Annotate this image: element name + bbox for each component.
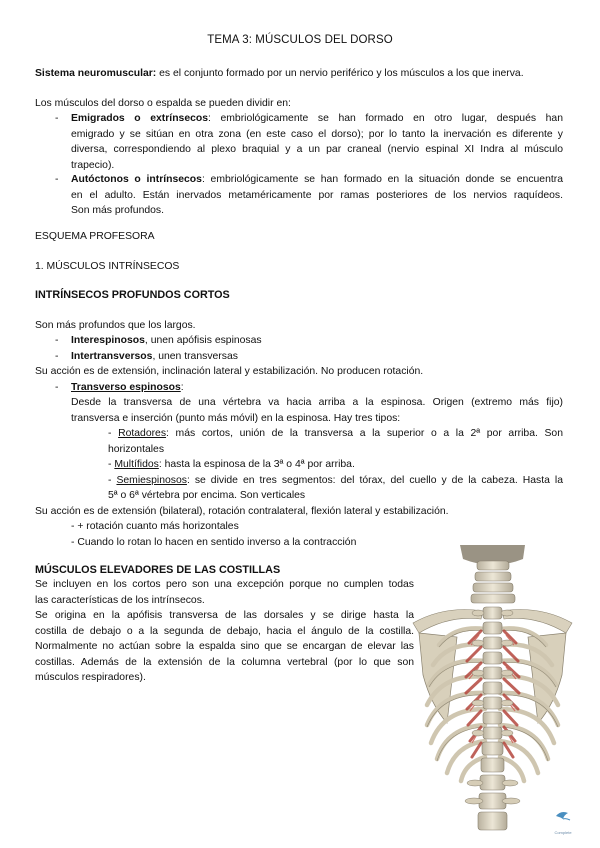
section-heading: 1. MÚSCULOS INTRÍNSECOS [35, 261, 180, 272]
group-line: en el adulto. Están inervados metaméricamente por ramas posteriores de los nervios raquídeos. [71, 189, 563, 201]
paragraph: Su acción es de extensión, inclinación lateral y estabilización. No producen rotación. [35, 366, 424, 377]
list-item-title: Transverso espinosos: [71, 381, 184, 393]
definition-term: Sistema neuromuscular: [35, 68, 157, 79]
list-item: Intertransversos, unen transversas [71, 350, 238, 362]
intro-text: Los músculos del dorso o espalda se pueden dividir en: [35, 98, 291, 109]
note-line: - + rotación cuanto más horizontales [71, 521, 239, 532]
tipo-line: - Multífidos: hasta la espinosa de la 3ª o 4ª por arriba. [108, 459, 355, 470]
paragraph-line: Normalmente no actúan sobre la espalda sino que se encargan de elevar las [35, 641, 414, 652]
paragraph-line: costilla de debajo o a la segunda de debajo, hacia el ángulo de la costilla. [35, 625, 414, 637]
group-line: Autóctonos o intrínsecos: embriológicamente se han formado en la situación donde se encuentra [71, 174, 563, 185]
bird-icon [552, 806, 574, 828]
group-line: diversa, correspondiendo al plexo braquial y a un par craneal (nervio espinal XI Indra al músculo [71, 144, 563, 155]
bullet-dash: - [55, 350, 59, 362]
paragraph: Su acción es de extensión (bilateral), rotación contralateral, flexión lateral y estabilización. [35, 505, 449, 517]
bullet-dash: - [55, 381, 59, 393]
page-title: TEMA 3: MÚSCULOS DEL DORSO [207, 34, 393, 46]
paragraph-line: las características de los intrínsecos. [35, 594, 205, 606]
definition [35, 66, 565, 82]
list-item: Interespinosos, unen apófisis espinosas [71, 335, 262, 346]
group-term: Emigrados o extrínsecos [71, 113, 208, 124]
group-line: emigrado y se sitúan en otra zona (en este caso el dorso); por lo tanto la inervación es diferente y [71, 128, 563, 140]
paragraph: Son más profundos que los largos. [35, 320, 196, 331]
paragraph-line: costillas. Además de la extensión de la columna vertebral (por lo que son [35, 656, 414, 668]
paragraph-line: Se origina en la apófisis transversa de las dorsales y se dirige hasta la [35, 610, 414, 621]
watermark-logo [552, 806, 574, 835]
tipo-line: horizontales [108, 443, 165, 455]
subsection-heading: INTRÍNSECOS PROFUNDOS CORTOS [35, 289, 230, 301]
definition-text: es el conjunto formado por un nervio periférico y los músculos a los que inerva. [156, 68, 524, 79]
paragraph-line: Se incluyen en los cortos pero son una excepción porque no cumplen todas [35, 579, 414, 590]
spine-ribcage-illustration [405, 545, 580, 835]
subsection-heading: MÚSCULOS ELEVADORES DE LAS COSTILLAS [35, 564, 281, 576]
logo-text: Complete [554, 829, 572, 835]
list-item-text: Desde la transversa de una vértebra va hacia arriba a la espinosa. Origen (extremo más fijo) [71, 397, 563, 408]
bullet-dash: - [55, 174, 59, 185]
esquema-label: ESQUEMA PROFESORA [35, 231, 155, 242]
group-line: Son más profundos. [71, 205, 164, 216]
list-item-text: transversa e inserción (punto más móvil) en la espinosa. Hay tres tipos: [71, 412, 401, 424]
tipo-line: - Rotadores: más cortos, unión de la transversa a la superior o a la 2ª por arriba. Son [108, 428, 563, 439]
group-line: Emigrados o extrínsecos: embriológicamente se han formado en otro lugar, después han [71, 113, 563, 124]
bullet-dash: - [55, 335, 59, 346]
tipo-line: 5ª o 6ª vértebra por encima. Son verticales [108, 490, 306, 501]
cervical-vertebrae [471, 561, 515, 603]
note-line: - Cuando lo rotan lo hacen en sentido inverso a la contracción [71, 536, 357, 548]
tipo-line: - Semiespinosos: se divide en tres segmentos: del tórax, del cuello y de la cabeza. Hasta la [108, 474, 563, 486]
bullet-dash: - [55, 113, 59, 124]
paragraph-line: músculos respiradores). [35, 672, 146, 683]
group-line: trapecio). [71, 159, 115, 171]
group-term: Autóctonos o intrínsecos [71, 174, 202, 185]
